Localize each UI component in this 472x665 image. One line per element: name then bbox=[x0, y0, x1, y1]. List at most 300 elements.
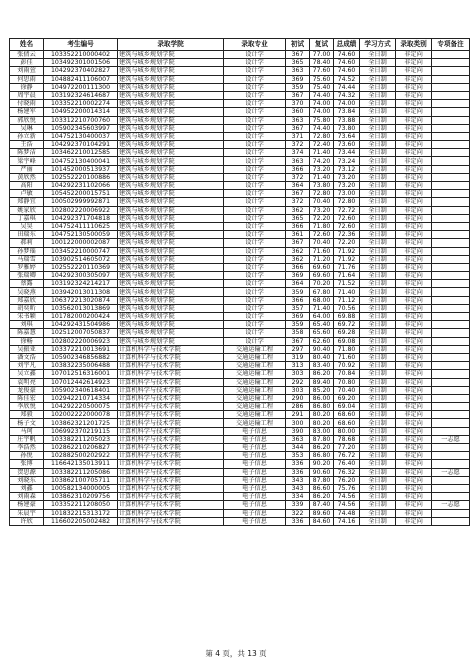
table-cell: 计算机科学与技术学院 bbox=[118, 484, 224, 492]
table-cell: 103942013011308 bbox=[44, 288, 118, 296]
table-cell: 建筑与城乡规划学院 bbox=[118, 288, 224, 296]
table-cell: 73.84 bbox=[334, 108, 360, 116]
table-cell: 计算机科学与技术学院 bbox=[118, 517, 224, 525]
table-cell: 104752130400041 bbox=[44, 157, 118, 165]
table-cell: 77.20 bbox=[334, 444, 360, 452]
table-cell: 非定向 bbox=[396, 149, 432, 157]
table-cell: 非定向 bbox=[396, 362, 432, 370]
table-cell: 设计学 bbox=[224, 51, 286, 59]
table-cell: 建筑与城乡规划学院 bbox=[118, 100, 224, 108]
table-cell: 89.40 bbox=[310, 378, 334, 386]
table-row bbox=[10, 460, 470, 468]
table-cell: 80.40 bbox=[310, 353, 334, 361]
table-row bbox=[10, 231, 470, 239]
table-cell bbox=[432, 231, 470, 239]
table-cell: 非定向 bbox=[396, 214, 432, 222]
table-cell: 全日制 bbox=[360, 263, 396, 271]
table-cell: 全日制 bbox=[360, 444, 396, 452]
table-cell: 69.04 bbox=[334, 403, 360, 411]
table-cell: 卢敏 bbox=[10, 190, 44, 198]
column-header: 姓名 bbox=[10, 39, 44, 51]
table-cell bbox=[432, 116, 470, 124]
table-cell: 田瑞东 bbox=[10, 231, 44, 239]
table-cell: 计算机科学与技术学院 bbox=[118, 476, 224, 484]
table-cell: 80.00 bbox=[334, 427, 360, 435]
table-cell: 369 bbox=[286, 272, 310, 280]
table-cell: 74.00 bbox=[310, 108, 334, 116]
table-cell: 杨建军 bbox=[10, 108, 44, 116]
table-cell bbox=[432, 132, 470, 140]
table-cell: 吴立鑫 bbox=[10, 370, 44, 378]
table-cell: 297 bbox=[286, 345, 310, 353]
table-cell: 龙俊豪 bbox=[10, 386, 44, 394]
table-cell: 姚家欣 bbox=[10, 206, 44, 214]
table-cell: 69.88 bbox=[334, 313, 360, 321]
table-cell bbox=[432, 403, 470, 411]
table-cell: 104292231102066 bbox=[44, 182, 118, 190]
table-cell: 许欣 bbox=[10, 517, 44, 525]
table-cell: 建筑与城乡规划学院 bbox=[118, 247, 224, 255]
column-header: 录取专业 bbox=[224, 39, 286, 51]
table-cell: 电子信息 bbox=[224, 484, 286, 492]
table-cell: 丁嘉琪 bbox=[10, 214, 44, 222]
table-cell bbox=[432, 378, 470, 386]
table-cell: 建筑与城乡规划学院 bbox=[118, 59, 224, 67]
table-cell: 85.20 bbox=[310, 386, 334, 394]
table-cell: 设计学 bbox=[224, 67, 286, 75]
table-cell: 全日制 bbox=[360, 59, 396, 67]
table-cell: 全日制 bbox=[360, 337, 396, 345]
table-cell: 交通运输工程 bbox=[224, 419, 286, 427]
table-cell: 计算机科学与技术学院 bbox=[118, 362, 224, 370]
table-cell: 73.12 bbox=[334, 165, 360, 173]
table-row bbox=[10, 190, 470, 198]
table-cell: 非定向 bbox=[396, 509, 432, 517]
table-cell: 张博 bbox=[10, 460, 44, 468]
table-cell bbox=[432, 288, 470, 296]
table-cell: 非定向 bbox=[396, 321, 432, 329]
table-cell: 全日制 bbox=[360, 329, 396, 337]
table-cell: 非定向 bbox=[396, 231, 432, 239]
table-cell: 372 bbox=[286, 141, 310, 149]
table-row bbox=[10, 75, 470, 83]
table-cell: 全日制 bbox=[360, 222, 396, 230]
table-cell: 390 bbox=[286, 427, 310, 435]
table-cell: 336 bbox=[286, 468, 310, 476]
table-cell: 设计学 bbox=[224, 296, 286, 304]
table-cell: 全日制 bbox=[360, 100, 396, 108]
table-cell: 全日制 bbox=[360, 394, 396, 402]
table-cell bbox=[432, 460, 470, 468]
table-cell: 366 bbox=[286, 165, 310, 173]
table-cell: 69.28 bbox=[334, 329, 360, 337]
table-cell: 102942210714334 bbox=[44, 394, 118, 402]
table-cell: 76.32 bbox=[334, 468, 360, 476]
table-cell: 建筑与城乡规划学院 bbox=[118, 214, 224, 222]
table-cell: 71.60 bbox=[334, 353, 360, 361]
table-cell: 计算机科学与技术学院 bbox=[118, 411, 224, 419]
table-cell bbox=[432, 493, 470, 501]
table-cell: 全日制 bbox=[360, 435, 396, 443]
table-cell: 非定向 bbox=[396, 75, 432, 83]
table-cell: 电子信息 bbox=[224, 427, 286, 435]
table-cell: 72.80 bbox=[310, 190, 334, 198]
table-cell: 设计学 bbox=[224, 108, 286, 116]
table-cell: 建筑与城乡规划学院 bbox=[118, 280, 224, 288]
column-header: 录取类别 bbox=[396, 39, 432, 51]
table-cell: 全日制 bbox=[360, 411, 396, 419]
table-cell: 计算机科学与技术学院 bbox=[118, 345, 224, 353]
table-cell: 77.00 bbox=[310, 51, 334, 59]
table-cell: 非定向 bbox=[396, 182, 432, 190]
table-cell bbox=[432, 296, 470, 304]
table-row bbox=[10, 329, 470, 337]
table-cell: 全日制 bbox=[360, 509, 396, 517]
table-cell: 建筑与城乡规划学院 bbox=[118, 75, 224, 83]
table-cell: 全日制 bbox=[360, 149, 396, 157]
table-cell bbox=[432, 173, 470, 181]
column-header: 专项备注 bbox=[432, 39, 470, 51]
table-row bbox=[10, 296, 470, 304]
table-cell: 一志愿 bbox=[432, 468, 470, 476]
table-cell: 全日制 bbox=[360, 370, 396, 378]
table-cell: 建筑与城乡规划学院 bbox=[118, 239, 224, 247]
table-cell: 全日制 bbox=[360, 501, 396, 509]
table-cell: 372 bbox=[286, 173, 310, 181]
table-cell: 103492301001506 bbox=[44, 59, 118, 67]
table-cell: 全日制 bbox=[360, 288, 396, 296]
table-cell: 77.60 bbox=[310, 67, 334, 75]
table-cell: 非定向 bbox=[396, 141, 432, 149]
table-cell: 交通运输工程 bbox=[224, 394, 286, 402]
table-cell: 362 bbox=[286, 247, 310, 255]
table-row bbox=[10, 165, 470, 173]
table-cell: 292 bbox=[286, 378, 310, 386]
table-cell: 非定向 bbox=[396, 435, 432, 443]
table-row bbox=[10, 517, 470, 525]
table-cell: 徐畅 bbox=[10, 337, 44, 345]
table-cell: 郑毅 bbox=[10, 411, 44, 419]
table-cell: 非定向 bbox=[396, 394, 432, 402]
table-cell bbox=[432, 345, 470, 353]
table-cell: 高阳 bbox=[10, 182, 44, 190]
table-cell: 102512007050837 bbox=[44, 329, 118, 337]
table-cell: 全日制 bbox=[360, 403, 396, 411]
table-cell: 非定向 bbox=[396, 157, 432, 165]
table-cell: 全日制 bbox=[360, 419, 396, 427]
table-cell: 建筑与城乡规划学院 bbox=[118, 124, 224, 132]
table-cell: 69.60 bbox=[310, 272, 334, 280]
table-cell: 74.40 bbox=[310, 124, 334, 132]
table-cell: 286 bbox=[286, 403, 310, 411]
table-cell: 365 bbox=[286, 214, 310, 222]
table-cell: 设计学 bbox=[224, 91, 286, 99]
table-cell: 102882500202922 bbox=[44, 452, 118, 460]
table-cell: 非定向 bbox=[396, 296, 432, 304]
table-cell bbox=[432, 411, 470, 419]
table-row bbox=[10, 247, 470, 255]
table-cell: 郝莉 bbox=[10, 239, 44, 247]
table-cell: 全日制 bbox=[360, 378, 396, 386]
table-cell: 105452200015751 bbox=[44, 190, 118, 198]
table-cell: 非定向 bbox=[396, 476, 432, 484]
table-cell: 71.64 bbox=[334, 272, 360, 280]
table-cell: 计算机科学与技术学院 bbox=[118, 435, 224, 443]
table-row bbox=[10, 493, 470, 501]
table-cell: 刘鑫 bbox=[10, 484, 44, 492]
table-cell: 74.48 bbox=[334, 509, 360, 517]
table-cell: 103372210013691 bbox=[44, 345, 118, 353]
table-cell: 75.76 bbox=[334, 484, 360, 492]
table-cell: 计算机科学与技术学院 bbox=[118, 353, 224, 361]
table-cell: 建筑与城乡规划学院 bbox=[118, 206, 224, 214]
table-cell: 70.40 bbox=[310, 239, 334, 247]
table-cell: 70.80 bbox=[334, 378, 360, 386]
table-cell: 非定向 bbox=[396, 444, 432, 452]
table-cell: 101782000200424 bbox=[44, 313, 118, 321]
table-cell: 103352210000402 bbox=[44, 51, 118, 59]
table-cell: 72.36 bbox=[334, 231, 360, 239]
table-cell: 计算机科学与技术学院 bbox=[118, 444, 224, 452]
table-cell bbox=[432, 329, 470, 337]
table-cell: 74.60 bbox=[334, 67, 360, 75]
table-cell: 非定向 bbox=[396, 190, 432, 198]
table-cell bbox=[432, 198, 470, 206]
table-cell: 72.60 bbox=[334, 222, 360, 230]
table-cell: 69.20 bbox=[334, 394, 360, 402]
table-cell: 全日制 bbox=[360, 108, 396, 116]
table-cell: 王浩 bbox=[10, 141, 44, 149]
table-cell: 建筑与城乡规划学院 bbox=[118, 296, 224, 304]
table-cell: 黄欣然 bbox=[10, 173, 44, 181]
table-cell: 计算机科学与技术学院 bbox=[118, 403, 224, 411]
table-cell: 吴晓燕 bbox=[10, 288, 44, 296]
table-row bbox=[10, 468, 470, 476]
table-cell: 290 bbox=[286, 394, 310, 402]
table-cell: 全日制 bbox=[360, 353, 396, 361]
table-cell: 全日制 bbox=[360, 124, 396, 132]
table-cell: 非定向 bbox=[396, 59, 432, 67]
table-row bbox=[10, 214, 470, 222]
table-cell: 非定向 bbox=[396, 411, 432, 419]
table-cell: 非定向 bbox=[396, 484, 432, 492]
table-cell: 建筑与城乡规划学院 bbox=[118, 91, 224, 99]
table-cell: 70.84 bbox=[334, 370, 360, 378]
table-cell: 70.92 bbox=[334, 362, 360, 370]
table-cell: 74.60 bbox=[334, 59, 360, 67]
table-cell: 非定向 bbox=[396, 304, 432, 312]
table-cell: 全日制 bbox=[360, 476, 396, 484]
table-cell: 郑嘉欣 bbox=[10, 296, 44, 304]
table-cell: 73.60 bbox=[334, 141, 360, 149]
table-row bbox=[10, 239, 470, 247]
column-header: 录取学院 bbox=[118, 39, 224, 51]
column-header: 学习方式 bbox=[360, 39, 396, 51]
table-cell: 116642135013911 bbox=[44, 460, 118, 468]
table-row bbox=[10, 83, 470, 91]
table-row bbox=[10, 304, 470, 312]
table-cell: 全日制 bbox=[360, 427, 396, 435]
table-cell: 116602205002482 bbox=[44, 517, 118, 525]
table-cell: 84.60 bbox=[310, 517, 334, 525]
table-cell: 设计学 bbox=[224, 141, 286, 149]
table-row bbox=[10, 419, 470, 427]
table-cell: 设计学 bbox=[224, 75, 286, 83]
table-row bbox=[10, 313, 470, 321]
table-cell: 291 bbox=[286, 411, 310, 419]
table-row bbox=[10, 452, 470, 460]
table-cell: 设计学 bbox=[224, 239, 286, 247]
table-cell: 103902514605072 bbox=[44, 255, 118, 263]
table-cell: 设计学 bbox=[224, 337, 286, 345]
table-cell bbox=[432, 206, 470, 214]
table-cell: 343 bbox=[286, 484, 310, 492]
table-cell: 非定向 bbox=[396, 288, 432, 296]
table-row bbox=[10, 206, 470, 214]
table-cell: 367 bbox=[286, 91, 310, 99]
table-row bbox=[10, 378, 470, 386]
table-cell bbox=[432, 91, 470, 99]
table-cell: 359 bbox=[286, 321, 310, 329]
table-cell: 电子信息 bbox=[224, 509, 286, 517]
table-cell: 74.20 bbox=[310, 157, 334, 165]
table-cell: 72.60 bbox=[334, 214, 360, 222]
table-cell: 蔡露 bbox=[10, 280, 44, 288]
table-cell: 全日制 bbox=[360, 296, 396, 304]
table-cell: 69.08 bbox=[334, 337, 360, 345]
table-cell: 全日制 bbox=[360, 51, 396, 59]
table-cell bbox=[432, 182, 470, 190]
table-row bbox=[10, 509, 470, 517]
table-cell: 建筑与城乡规划学院 bbox=[118, 141, 224, 149]
table-cell: 全日制 bbox=[360, 321, 396, 329]
table-cell: 103352210002274 bbox=[44, 100, 118, 108]
table-cell: 建筑与城乡规划学院 bbox=[118, 108, 224, 116]
table-cell: 非定向 bbox=[396, 501, 432, 509]
table-cell: 80.20 bbox=[310, 411, 334, 419]
table-cell: 86.20 bbox=[310, 493, 334, 501]
table-cell: 电子信息 bbox=[224, 493, 286, 501]
table-row bbox=[10, 173, 470, 181]
table-cell: 71.40 bbox=[310, 304, 334, 312]
table-row bbox=[10, 403, 470, 411]
table-cell: 杨建豪 bbox=[10, 501, 44, 509]
table-cell: 358 bbox=[286, 329, 310, 337]
table-row bbox=[10, 501, 470, 509]
table-row bbox=[10, 263, 470, 271]
table-cell: 建筑与城乡规划学院 bbox=[118, 182, 224, 190]
table-cell: 107012516316001 bbox=[44, 370, 118, 378]
table-row bbox=[10, 141, 470, 149]
table-cell: 104882411106007 bbox=[44, 75, 118, 83]
table-cell: 设计学 bbox=[224, 313, 286, 321]
table-cell: 72.20 bbox=[310, 214, 334, 222]
table-row bbox=[10, 255, 470, 263]
table-cell: 74.00 bbox=[310, 100, 334, 108]
table-cell: 103862310209756 bbox=[44, 493, 118, 501]
table-cell: 建筑与城乡规划学院 bbox=[118, 313, 224, 321]
table-cell: 计算机科学与技术学院 bbox=[118, 419, 224, 427]
table-cell: 非定向 bbox=[396, 222, 432, 230]
table-cell bbox=[432, 149, 470, 157]
table-row bbox=[10, 411, 470, 419]
table-cell: 364 bbox=[286, 280, 310, 288]
column-header: 初试 bbox=[286, 39, 310, 51]
table-row bbox=[10, 321, 470, 329]
table-cell: 非定向 bbox=[396, 100, 432, 108]
table-cell: 李欣悦 bbox=[10, 403, 44, 411]
table-cell: 75.40 bbox=[310, 83, 334, 91]
table-cell: 90.20 bbox=[310, 460, 334, 468]
page-footer: 第 4 页，共 13 页 bbox=[205, 649, 267, 658]
table-cell: 建筑与城乡规划学院 bbox=[118, 263, 224, 271]
table-cell: 74.60 bbox=[334, 51, 360, 59]
table-cell: 潘文浩 bbox=[10, 353, 44, 361]
table-cell: 全日制 bbox=[360, 255, 396, 263]
table-cell: 86.80 bbox=[310, 452, 334, 460]
table-cell: 367 bbox=[286, 337, 310, 345]
table-cell: 69.72 bbox=[334, 321, 360, 329]
table-cell bbox=[432, 394, 470, 402]
table-cell: 非定向 bbox=[396, 427, 432, 435]
table-cell: 71.52 bbox=[334, 280, 360, 288]
table-cell: 非定向 bbox=[396, 329, 432, 337]
table-cell: 非定向 bbox=[396, 247, 432, 255]
table-cell: 100502999992871 bbox=[44, 198, 118, 206]
table-cell: 83.00 bbox=[310, 427, 334, 435]
table-cell: 73.88 bbox=[334, 116, 360, 124]
table-cell: 建筑与城乡规划学院 bbox=[118, 329, 224, 337]
table-row bbox=[10, 100, 470, 108]
table-cell: 104292300305097 bbox=[44, 272, 118, 280]
table-cell: 计算机科学与技术学院 bbox=[118, 468, 224, 476]
table-cell: 非定向 bbox=[396, 67, 432, 75]
table-cell bbox=[432, 321, 470, 329]
table-cell: 非定向 bbox=[396, 108, 432, 116]
table-row bbox=[10, 394, 470, 402]
table-cell: 343 bbox=[286, 476, 310, 484]
table-cell: 369 bbox=[286, 313, 310, 321]
table-cell bbox=[432, 222, 470, 230]
table-cell: 设计学 bbox=[224, 198, 286, 206]
table-cell: 86.00 bbox=[310, 394, 334, 402]
table-cell: 336 bbox=[286, 460, 310, 468]
table-cell: 72.40 bbox=[310, 141, 334, 149]
table-cell: 64.00 bbox=[310, 313, 334, 321]
table-cell: 104752411110625 bbox=[44, 222, 118, 230]
table-cell: 70.20 bbox=[310, 280, 334, 288]
table-cell: 设计学 bbox=[224, 173, 286, 181]
table-cell: 全日制 bbox=[360, 239, 396, 247]
table-cell: 全日制 bbox=[360, 452, 396, 460]
table-cell: 设计学 bbox=[224, 157, 286, 165]
admission-table-container bbox=[9, 38, 469, 526]
table-cell: 设计学 bbox=[224, 100, 286, 108]
table-cell: 全日制 bbox=[360, 345, 396, 353]
table-cell: 设计学 bbox=[224, 288, 286, 296]
table-cell: 367 bbox=[286, 124, 310, 132]
table-cell: 86.80 bbox=[310, 403, 334, 411]
table-cell: 电子信息 bbox=[224, 468, 286, 476]
table-cell bbox=[432, 157, 470, 165]
table-row bbox=[10, 337, 470, 345]
table-cell: 73.44 bbox=[334, 149, 360, 157]
table-cell: 362 bbox=[286, 255, 310, 263]
table-cell: 计算机科学与技术学院 bbox=[118, 493, 224, 501]
table-cell: 全日制 bbox=[360, 132, 396, 140]
table-cell: 设计学 bbox=[224, 247, 286, 255]
table-cell: 361 bbox=[286, 231, 310, 239]
